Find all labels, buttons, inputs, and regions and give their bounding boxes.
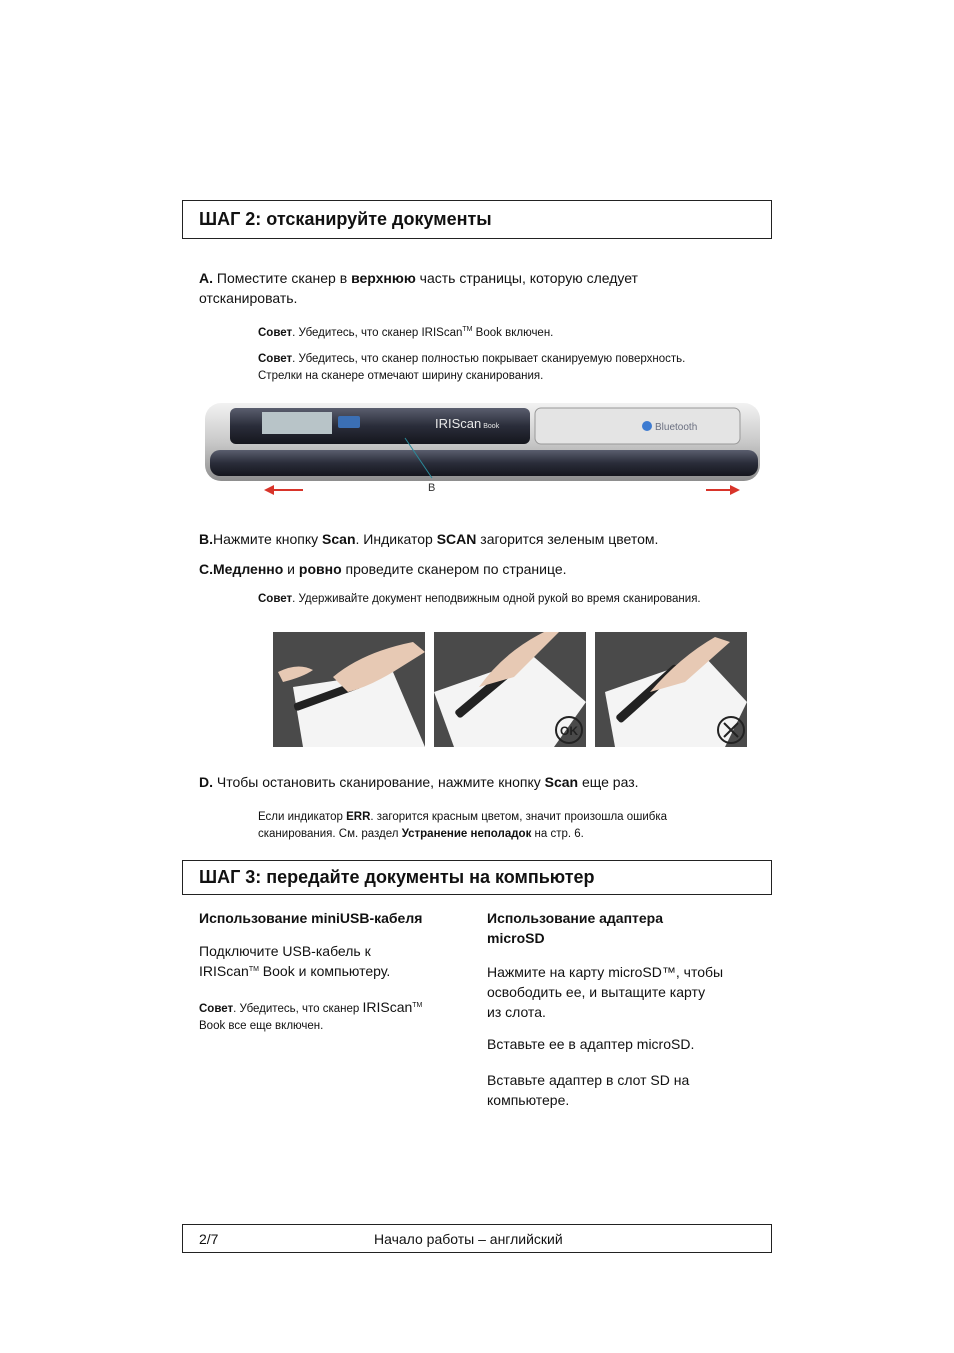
page-number: 2/7	[199, 1231, 219, 1247]
scanner-led	[338, 416, 360, 428]
step-a: A. Поместите сканер в верхнюю часть страницы, которую следует отсканировать.	[199, 270, 638, 306]
usb-text: Подключите USB-кабель к IRIScan™ Book и компьютеру.	[199, 943, 391, 979]
step-a-label: A.	[199, 270, 213, 286]
sd-column	[487, 908, 767, 1110]
arrow-right-icon	[706, 485, 740, 495]
usb-column	[199, 908, 469, 1035]
sd-para-3: Вставьте адаптер в слот SD на компьютере.	[487, 1072, 690, 1108]
scanner-display	[262, 412, 332, 434]
tip-1: Совет. Убедитесь, что сканер IRIScan™ Book включен.	[258, 326, 554, 339]
step3-header	[182, 860, 772, 895]
ok-label: OK	[560, 724, 578, 738]
footer	[182, 1224, 772, 1253]
scanner-right-panel	[535, 408, 740, 444]
scanner-brand: IRIScan Book	[435, 416, 500, 431]
err-note: Если индикатор ERR. загорится красным цветом, значит произошла ошибка сканирования. См. раздел Устранение неполадок на стр. 6.	[258, 811, 668, 840]
step-d: D. Чтобы остановить сканирование, нажмите кнопку Scan еще раз.	[199, 774, 639, 790]
step2-header	[182, 200, 772, 239]
step2-title: ШАГ 2: отсканируйте документы	[199, 209, 492, 229]
step-c: C.Медленно и ровно проведите сканером по странице.	[199, 561, 567, 577]
step3-title: ШАГ 3: передайте документы на компьютер	[199, 867, 595, 887]
bluetooth-icon	[642, 421, 652, 431]
bluetooth-label: Bluetooth	[655, 422, 698, 433]
sd-para-2: Вставьте ее в адаптер microSD.	[487, 1036, 695, 1052]
callout-b: B	[428, 482, 436, 494]
usb-heading: Использование miniUSB-кабеля	[199, 910, 423, 926]
tip-2: Совет. Убедитесь, что сканер полностью покрывает сканируемую поверхность. Стрелки на сканере отмечают ширину сканирования.	[258, 353, 686, 382]
tip-3: Совет. Удерживайте документ неподвижным одной рукой во время сканирования.	[258, 593, 701, 605]
scanner-bottom-strip	[210, 450, 758, 476]
footer-title: Начало работы – английский	[374, 1231, 563, 1247]
arrow-left-icon	[264, 485, 303, 495]
photo-scanning-ok	[434, 632, 586, 747]
step-b: B.Нажмите кнопку Scan. Индикатор SCAN загорится зеленым цветом.	[199, 531, 659, 547]
sd-heading: Использование адаптера microSD	[487, 910, 664, 946]
photo-scanning-wrong	[595, 632, 747, 747]
scanner-illustration	[200, 398, 762, 498]
usb-tip: Совет. Убедитесь, что сканер IRIScan™ Book все еще включен.	[199, 999, 423, 1032]
photo-scanning-hand-1	[273, 632, 425, 747]
sd-para-1: Нажмите на карту microSD™, чтобы освободить ее, и вытащите карту из слота.	[487, 964, 724, 1020]
